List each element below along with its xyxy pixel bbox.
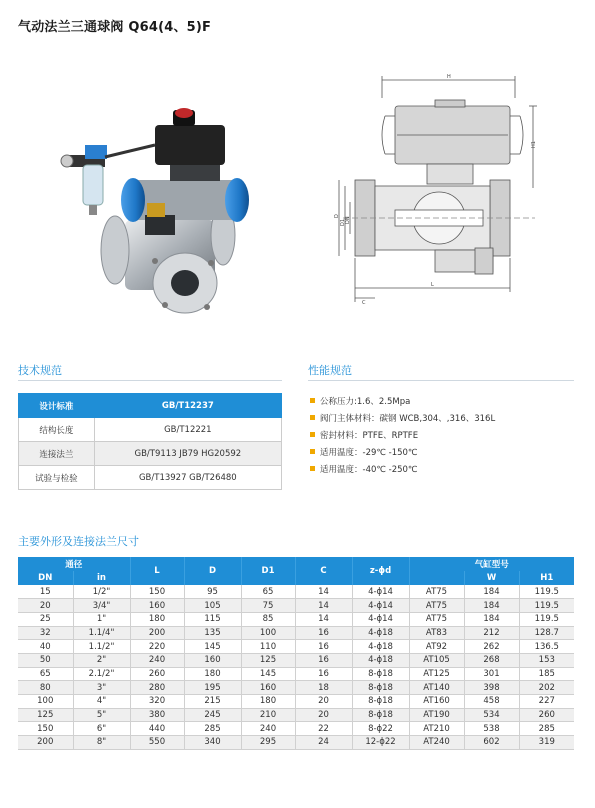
table-row (18, 708, 574, 722)
table-row (18, 626, 574, 640)
table-cell: AT83 (409, 626, 464, 640)
table-cell: 95 (184, 585, 241, 599)
table-cell: 240 (130, 653, 184, 667)
table-cell: 16 (295, 653, 352, 667)
table-cell: 380 (130, 708, 184, 722)
table-cell: 128.7 (519, 626, 574, 640)
table-cell: 212 (464, 626, 519, 640)
table-cell: 25 (18, 612, 73, 626)
table-cell: AT105 (409, 653, 464, 667)
table-cell: 80 (18, 681, 73, 695)
table-cell: 12-ϕ22 (352, 736, 409, 750)
table-cell: 160 (130, 599, 184, 613)
table-cell: 268 (464, 653, 519, 667)
table-cell: AT190 (409, 708, 464, 722)
header-zd: z-ϕd (352, 557, 409, 585)
header-bore: 通径 (18, 557, 130, 571)
spec-divider (18, 380, 282, 381)
table-cell: 2" (73, 653, 130, 667)
table-cell: 4-ϕ14 (352, 612, 409, 626)
table-row (18, 640, 574, 654)
spec-label: 结构长度 (19, 418, 95, 442)
spec-label: 试验与检验 (19, 466, 95, 490)
bullet-icon (310, 398, 315, 403)
table-cell: 153 (519, 653, 574, 667)
dim-label-c: C (362, 300, 366, 306)
header-in: in (73, 571, 130, 585)
table-cell: 4-ϕ14 (352, 599, 409, 613)
table-cell: 8-ϕ18 (352, 695, 409, 709)
table-cell: 145 (184, 640, 241, 654)
table-cell: 301 (464, 667, 519, 681)
table-cell: 8-ϕ18 (352, 708, 409, 722)
table-cell: 150 (130, 585, 184, 599)
technical-drawing (335, 68, 545, 308)
header-cylinder: 气缸型号 (409, 557, 574, 571)
product-photo (55, 85, 255, 320)
table-row (18, 599, 574, 613)
table-cell: 319 (519, 736, 574, 750)
table-cell: 22 (295, 722, 352, 736)
perf-item: 密封材料：PTFE、RPTFE (310, 426, 495, 443)
table-row (18, 681, 574, 695)
dim-label-h: H (447, 74, 451, 80)
table-cell: 295 (241, 736, 295, 750)
bullet-icon (310, 415, 315, 420)
table-cell: 1.1/4" (73, 626, 130, 640)
table-cell: 4" (73, 695, 130, 709)
table-cell: 458 (464, 695, 519, 709)
spec-value: GB/T12221 (94, 418, 281, 442)
table-cell: 160 (241, 681, 295, 695)
table-cell: 8-ϕ18 (352, 681, 409, 695)
table-cell: 8-ϕ22 (352, 722, 409, 736)
table-cell: 20 (295, 695, 352, 709)
table-cell: AT75 (409, 585, 464, 599)
table-cell: 195 (184, 681, 241, 695)
table-cell: 3/4" (73, 599, 130, 613)
table-cell: 150 (18, 722, 73, 736)
spec-value: GB/T9113 JB79 HG20592 (94, 442, 281, 466)
table-cell: 100 (241, 626, 295, 640)
spec-table (18, 393, 282, 490)
dim-label-h1: H1 (531, 141, 537, 148)
table-cell: 220 (130, 640, 184, 654)
table-cell: 14 (295, 585, 352, 599)
table-cell: 180 (241, 695, 295, 709)
perf-section-title: 性能规范 (308, 364, 352, 377)
bullet-icon (310, 432, 315, 437)
table-cell: 210 (241, 708, 295, 722)
table-cell: 280 (130, 681, 184, 695)
spec-label: 连接法兰 (19, 442, 95, 466)
table-cell: 75 (241, 599, 295, 613)
table-cell: 105 (184, 599, 241, 613)
header-l: L (130, 557, 184, 585)
table-cell: 3" (73, 681, 130, 695)
spec-row (19, 418, 282, 442)
table-cell: AT125 (409, 667, 464, 681)
table-cell: 260 (519, 708, 574, 722)
header-dn: DN (18, 571, 73, 585)
table-cell: 119.5 (519, 612, 574, 626)
table-cell: 184 (464, 585, 519, 599)
table-cell: 16 (295, 640, 352, 654)
perf-item: 公称压力:1.6、2.5Mpa (310, 392, 495, 409)
spec-label: 设计标准 (19, 394, 95, 418)
table-cell: 320 (130, 695, 184, 709)
dim-label-d1: D1 (340, 218, 346, 226)
header-c: C (295, 557, 352, 585)
dim-label-d: D (334, 214, 340, 218)
table-cell: 550 (130, 736, 184, 750)
table-cell: 215 (184, 695, 241, 709)
table-cell: 160 (184, 653, 241, 667)
dim-label-l: L (431, 282, 434, 288)
header-h1: H1 (519, 571, 574, 585)
dims-table (18, 557, 574, 750)
table-cell: 65 (18, 667, 73, 681)
table-row (18, 722, 574, 736)
spec-value: GB/T12237 (94, 394, 281, 418)
header-d: D (184, 557, 241, 585)
header-d1: D1 (241, 557, 295, 585)
table-cell: AT92 (409, 640, 464, 654)
spec-row (19, 442, 282, 466)
table-cell: 16 (295, 626, 352, 640)
table-cell: 119.5 (519, 599, 574, 613)
table-cell: 4-ϕ18 (352, 626, 409, 640)
table-cell: 24 (295, 736, 352, 750)
perf-item: 阀门主体材料：碳钢 WCB,304、,316、316L (310, 409, 495, 426)
spec-row (19, 394, 282, 418)
bullet-icon (310, 466, 315, 471)
table-row (18, 695, 574, 709)
table-cell: 125 (241, 653, 295, 667)
table-cell: 100 (18, 695, 73, 709)
table-cell: 32 (18, 626, 73, 640)
table-cell: 285 (184, 722, 241, 736)
table-cell: 145 (241, 667, 295, 681)
table-cell: 260 (130, 667, 184, 681)
table-cell: 85 (241, 612, 295, 626)
table-cell: 180 (130, 612, 184, 626)
table-cell: 14 (295, 612, 352, 626)
table-row (18, 736, 574, 750)
table-cell: 8" (73, 736, 130, 750)
page-title: 气动法兰三通球阀 Q64(4、5)F (18, 20, 212, 35)
table-cell: 340 (184, 736, 241, 750)
table-cell: AT240 (409, 736, 464, 750)
perf-item: 适用温度：-29℃ -150℃ (310, 443, 495, 460)
table-cell: 538 (464, 722, 519, 736)
table-cell: 136.5 (519, 640, 574, 654)
table-cell: 115 (184, 612, 241, 626)
table-cell: 200 (18, 736, 73, 750)
table-cell: 20 (295, 708, 352, 722)
dims-section-title: 主要外形及连接法兰尺寸 (18, 535, 139, 548)
table-cell: 202 (519, 681, 574, 695)
dims-table-body (18, 585, 574, 749)
bullet-icon (310, 449, 315, 454)
table-cell: 1" (73, 612, 130, 626)
table-cell: 4-ϕ18 (352, 640, 409, 654)
table-cell: 2.1/2" (73, 667, 130, 681)
table-row (18, 585, 574, 599)
table-cell: 110 (241, 640, 295, 654)
table-cell: 6" (73, 722, 130, 736)
perf-divider (308, 380, 574, 381)
table-cell: AT210 (409, 722, 464, 736)
table-cell: 20 (18, 599, 73, 613)
table-cell: AT75 (409, 599, 464, 613)
table-cell: 135 (184, 626, 241, 640)
table-cell: 185 (519, 667, 574, 681)
spec-row (19, 466, 282, 490)
table-cell: 227 (519, 695, 574, 709)
table-cell: AT160 (409, 695, 464, 709)
header-model (409, 571, 464, 585)
table-cell: 18 (295, 681, 352, 695)
perf-item: 适用温度：-40℃ -250℃ (310, 460, 495, 477)
table-cell: 602 (464, 736, 519, 750)
spec-value: GB/T13927 GB/T26480 (94, 466, 281, 490)
table-row (18, 653, 574, 667)
table-cell: 440 (130, 722, 184, 736)
table-cell: 180 (184, 667, 241, 681)
table-cell: 15 (18, 585, 73, 599)
table-cell: 40 (18, 640, 73, 654)
table-cell: AT75 (409, 612, 464, 626)
table-cell: 240 (241, 722, 295, 736)
header-w: W (464, 571, 519, 585)
table-row (18, 667, 574, 681)
table-cell: 5" (73, 708, 130, 722)
table-cell: 16 (295, 667, 352, 681)
table-row (18, 612, 574, 626)
table-cell: 245 (184, 708, 241, 722)
table-cell: 4-ϕ14 (352, 585, 409, 599)
table-cell: 262 (464, 640, 519, 654)
perf-list (310, 392, 495, 477)
table-cell: 1.1/2" (73, 640, 130, 654)
dim-label-dn: DN (345, 216, 351, 224)
table-cell: 534 (464, 708, 519, 722)
dims-header-row (18, 557, 574, 571)
table-cell: 200 (130, 626, 184, 640)
table-cell: 398 (464, 681, 519, 695)
table-cell: 285 (519, 722, 574, 736)
table-cell: 14 (295, 599, 352, 613)
table-cell: 184 (464, 599, 519, 613)
table-cell: AT140 (409, 681, 464, 695)
table-cell: 119.5 (519, 585, 574, 599)
table-cell: 8-ϕ18 (352, 667, 409, 681)
table-cell: 1/2" (73, 585, 130, 599)
table-cell: 184 (464, 612, 519, 626)
table-cell: 50 (18, 653, 73, 667)
spec-section-title: 技术规范 (18, 364, 62, 377)
table-cell: 125 (18, 708, 73, 722)
table-cell: 65 (241, 585, 295, 599)
table-cell: 4-ϕ18 (352, 653, 409, 667)
